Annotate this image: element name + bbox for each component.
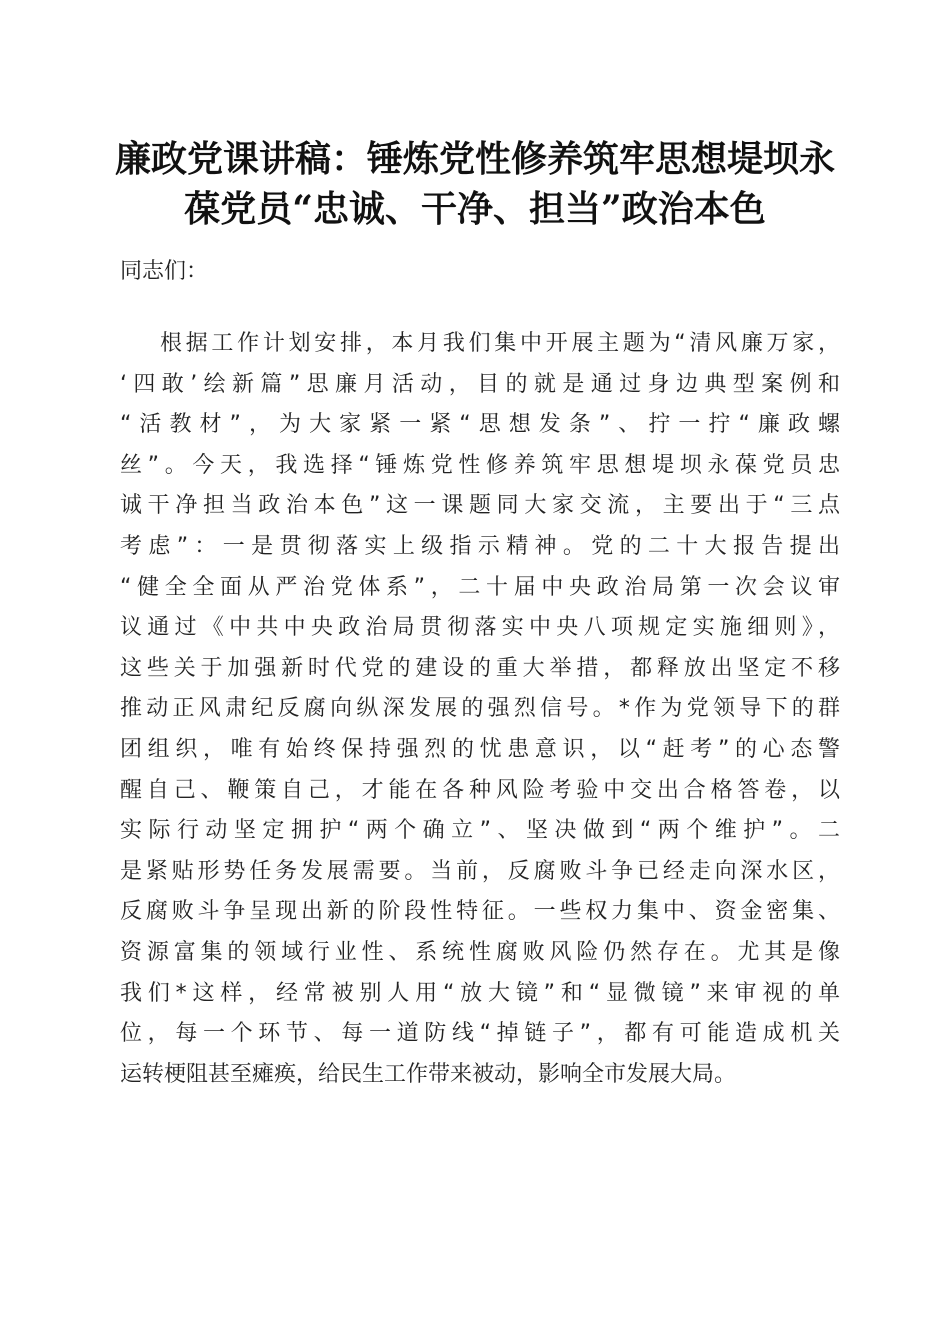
paragraph-line: 推动正风肃纪反腐向纵深发展的强烈信号。*作为党领导下的群 <box>120 696 840 722</box>
paragraph-line: 醒自己、鞭策自己，才能在各种风险考验中交出合格答卷，以 <box>120 777 840 803</box>
paragraph-line: 这些关于加强新时代党的建设的重大举措，都释放出坚定不移 <box>120 655 840 681</box>
paragraph-line: 根据工作计划安排，本月我们集中开展主题为“清风廉万家， <box>160 331 840 356</box>
paragraph-line: 资源富集的领域行业性、系统性腐败风险仍然存在。尤其是像 <box>120 939 840 965</box>
salutation: 同志们： <box>120 259 209 284</box>
paragraph-line: “健全全面从严治党体系”，二十届中央政治局第一次会议审 <box>120 574 840 600</box>
paragraph-line: 实际行动坚定拥护“两个确立”、坚决做到“两个维护”。二 <box>120 818 840 844</box>
title-line: 廉政党课讲稿：锤炼党性修养筑牢思想堤坝永 <box>114 138 835 180</box>
paragraph-line: 位，每一个环节、每一道防线“掉链子”，都有可能造成机关 <box>120 1021 840 1047</box>
paragraph-line: 运转梗阻甚至瘫痪，给民生工作带来被动，影响全市发展大局。 <box>120 1061 737 1087</box>
paragraph-line: ‘四敢’绘新篇”思廉月活动，目的就是通过身边典型案例和 <box>120 371 840 397</box>
paragraph-line: 考虑”：一是贯彻落实上级指示精神。党的二十大报告提出 <box>120 533 840 559</box>
paragraph-line: 议通过《中共中央政治局贯彻落实中央八项规定实施细则》， <box>120 615 840 641</box>
body-paragraph <box>120 324 840 1095</box>
title-line: 葆党员“忠诚、干净、担当”政治本色 <box>184 188 766 230</box>
paragraph-line: 团组织，唯有始终保持强烈的忧患意识，以“赶考”的心态警 <box>120 736 840 762</box>
paragraph-line: 是紧贴形势任务发展需要。当前，反腐败斗争已经走向深水区， <box>120 858 840 884</box>
paragraph-line: 我们*这样，经常被别人用“放大镜”和“显微镜”来审视的单 <box>120 980 840 1006</box>
document-title <box>90 134 860 234</box>
paragraph-line: “活教材”，为大家紧一紧“思想发条”、拧一拧“廉政螺 <box>120 412 840 438</box>
paragraph-line: 丝”。今天，我选择“锤炼党性修养筑牢思想堤坝永葆党员忠 <box>120 452 840 478</box>
paragraph-line: 诚干净担当政治本色”这一课题同大家交流，主要出于“三点 <box>120 493 840 519</box>
paragraph-line: 反腐败斗争呈现出新的阶段性特征。一些权力集中、资金密集、 <box>120 899 840 925</box>
